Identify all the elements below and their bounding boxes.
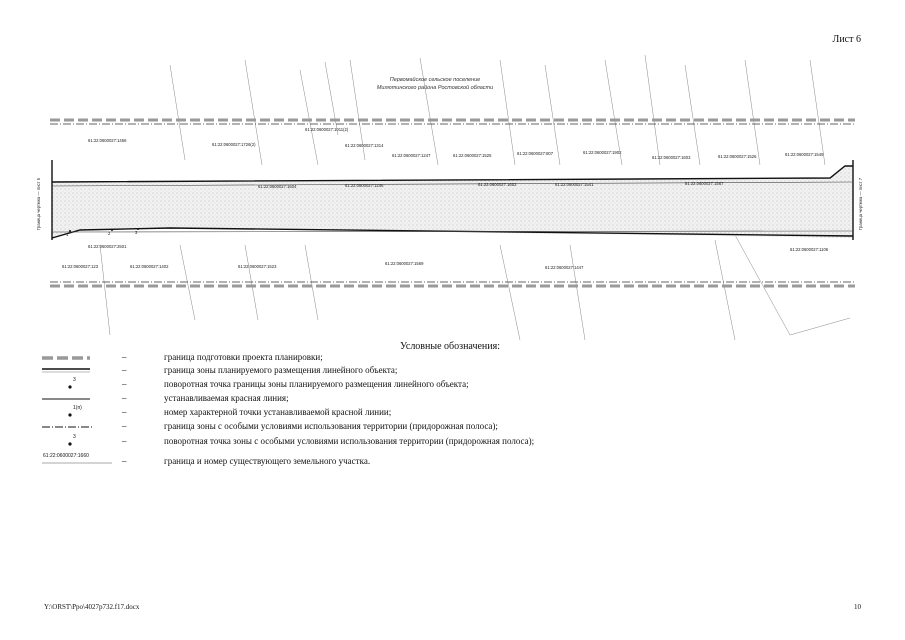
- turning-point-symbol: [40, 378, 118, 392]
- parcel-label: 61:22:0600027:1011(2): [305, 127, 349, 132]
- parcel-label: 61:22:0600027:1902: [583, 150, 622, 155]
- parcel-label: 61:22:0600027:1402: [130, 264, 169, 269]
- road-strip: [52, 166, 853, 238]
- right-border-label: Граница чертежа — лист 7: [858, 177, 863, 230]
- parcel-label: 61:22:0600027:1603: [652, 155, 691, 160]
- parcel-label: 61:22:0600027:1247: [392, 153, 431, 158]
- point-number: 3: [135, 230, 138, 235]
- parcel-label: 61:22:0600027:1549: [785, 152, 824, 157]
- parcel-label: 61:22:0600027:1314: [345, 143, 384, 148]
- page-number: 10: [854, 603, 861, 611]
- legend-text: номер характерной точки устанавливаемой красной линии;: [164, 407, 392, 417]
- planning-boundary-symbol: [40, 351, 118, 365]
- sheet-label: Лист 6: [832, 34, 861, 45]
- legend-row: – граница зоны планируемого размещения линейного объекта;: [40, 364, 640, 378]
- legend-text: граница зоны планируемого размещения линейного объекта;: [164, 365, 398, 375]
- parcel-sample: 61:22:0600027:1660: [43, 453, 89, 459]
- roadside-zone-symbol: [40, 420, 118, 434]
- settlement-label-2: Милютинского района Ростовской области: [376, 85, 494, 91]
- zone-point-symbol: [40, 435, 118, 449]
- legend-row: – граница подготовки проекта планировки;: [40, 351, 640, 365]
- point-number: 2: [108, 231, 111, 236]
- legend-row: 3 – поворотная точка границы зоны планируемого размещения линейного объекта;: [40, 378, 640, 392]
- parcel-label: 61:22:0600027:123: [62, 264, 99, 269]
- parcel-labels-bottom: [62, 244, 829, 270]
- road-label: 61:22:0600027:1602: [478, 182, 517, 187]
- parcel-label: 61:22:0600027:2501: [88, 244, 127, 249]
- parcel-label: 61:22:0600027:807: [517, 151, 554, 156]
- legend-row: 1(п) – номер характерной точки устанавливаемой красной линии;: [40, 406, 640, 420]
- legend-row: – граница зоны с особыми условиями использования территории (придорожная полоса);: [40, 420, 640, 434]
- zone-boundary-symbol: [40, 364, 118, 378]
- parcel-labels-top: [88, 127, 824, 160]
- parcel-label: 61:22:0600027:1525: [453, 153, 492, 158]
- legend-text: устанавливаемая красная линия;: [164, 393, 289, 403]
- point-number: 1: [66, 232, 69, 237]
- legend-row: 61:22:0600027:1660 – граница и номер существующего земельного участка.: [40, 455, 640, 469]
- parcel-label: 61:22:0600027:1106: [790, 247, 829, 252]
- road-label: 61:22:0600027:1246: [345, 183, 384, 188]
- road-label: 61:22:0600027:1541: [555, 182, 594, 187]
- legend-row: – устанавливаемая красная линия;: [40, 392, 640, 406]
- left-border-label: Граница чертежа — лист 5: [36, 177, 41, 230]
- road-label: 61:22:0600027:1567: [685, 181, 724, 186]
- parcel-label: 61:22:0600027:1456: [88, 138, 127, 143]
- parcel-label: 61:22:0600027:1447: [545, 265, 584, 270]
- legend-text: поворотная точка границы зоны планируемого размещения линейного объекта;: [164, 379, 469, 389]
- road-label: 61:22:0600027:1604: [258, 184, 297, 189]
- footer-file-path: Y:\ORST\Ppo\4027p732.f17.docx: [44, 603, 140, 611]
- red-line-symbol: [40, 392, 118, 406]
- legend-text: поворотная точка зоны с особыми условиями использования территории (придорожная полоса);: [164, 436, 535, 446]
- legend-text: граница зоны с особыми условиями использования территории (придорожная полоса);: [164, 421, 498, 431]
- parcel-label: 61:22:0600027:1726(2): [212, 142, 256, 147]
- legend-text: граница и номер существующего земельного участка.: [164, 456, 371, 466]
- parcel-label: 61:22:0600027:1523: [238, 264, 277, 269]
- legend-title: Условные обозначения:: [400, 341, 501, 352]
- settlement-label-1: Первомайское сельское поселение: [389, 77, 481, 83]
- legend-row: 3 – поворотная точка зоны с особыми условиями использования территории (придорожная полоса);: [40, 435, 640, 449]
- parcel-label: 61:22:0600027:1526: [718, 154, 757, 159]
- legend-text: граница подготовки проекта планировки;: [164, 352, 323, 362]
- parcel-label: 61:22:0600027:1569: [385, 261, 424, 266]
